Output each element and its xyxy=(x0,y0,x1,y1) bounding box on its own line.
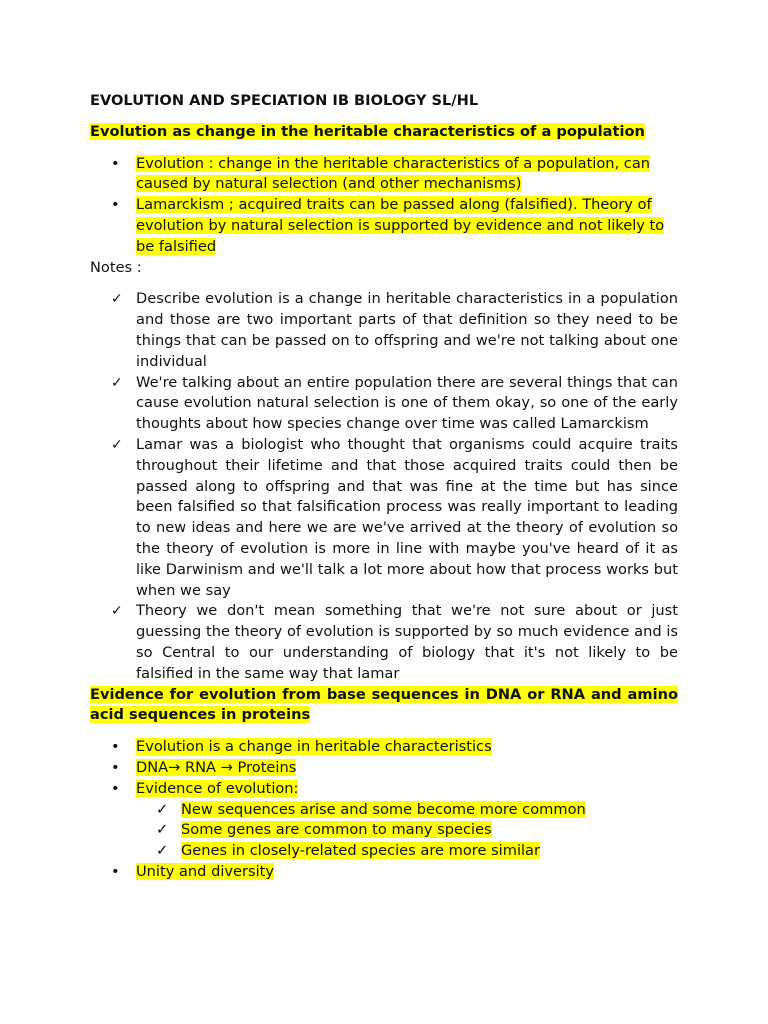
list-item-text: Lamarckism ; acquired traits can be passed along (falsified). Theory of evolution by natural selection is supported by evidence and not likely to be falsified xyxy=(136,196,665,255)
list-item xyxy=(90,758,678,779)
document-body xyxy=(90,91,678,883)
list-item-text: Theory we don't mean something that we're not sure about or just guessing the theory of evolution is supported by so much evidence and is so Central to our understanding of biology that it's not likely to be falsified in the same way that lamar xyxy=(136,602,678,682)
checkmark-icon: ✓ xyxy=(111,374,123,391)
section2-bullet-list-end xyxy=(90,862,678,883)
checkmark-icon: ✓ xyxy=(156,821,169,839)
list-item xyxy=(90,779,678,800)
section1-bullet-list xyxy=(90,154,678,258)
evidence-sublist xyxy=(90,800,678,862)
list-item xyxy=(90,862,678,883)
bullet-marker: • xyxy=(111,779,120,797)
section1-heading xyxy=(90,122,678,143)
list-item-text: Evolution is a change in heritable characteristics xyxy=(136,738,492,756)
list-item-text: DNA→ RNA → Proteins xyxy=(136,758,297,776)
list-item xyxy=(90,373,678,435)
section2-heading-text: Evidence for evolution from base sequences in DNA or RNA and amino acid sequences in proteins xyxy=(90,685,678,724)
bullet-marker: • xyxy=(111,862,120,880)
notes-list xyxy=(90,289,678,684)
list-item xyxy=(90,289,678,372)
list-item-text: Unity and diversity xyxy=(136,862,275,880)
list-item-text: We're talking about an entire population there are several things that can cause evolution natural selection is one of them okay, so one of the early thoughts about how species change over time was called Lamarckism xyxy=(136,373,678,433)
checkmark-icon: ✓ xyxy=(111,291,123,308)
list-item xyxy=(90,154,678,196)
list-item xyxy=(90,195,678,257)
list-item-text: Evidence of evolution: xyxy=(136,779,299,797)
list-item xyxy=(90,601,678,684)
section2-bullet-list xyxy=(90,737,678,799)
bullet-marker: • xyxy=(111,196,120,214)
bullet-marker: • xyxy=(111,154,120,172)
list-item-text: Some genes are common to many species xyxy=(181,821,492,839)
section2-heading xyxy=(90,685,678,727)
section1-heading-text: Evolution as change in the heritable characteristics of a population xyxy=(90,122,645,140)
list-item xyxy=(90,800,678,821)
list-item-text: Evolution : change in the heritable characteristics of a population, can caused by natural selection (and other mechanisms) xyxy=(136,154,651,193)
list-item-text: New sequences arise and some become more common xyxy=(181,800,586,818)
bullet-marker: • xyxy=(111,758,120,776)
checkmark-icon: ✓ xyxy=(156,842,169,860)
checkmark-icon: ✓ xyxy=(156,800,169,818)
list-item xyxy=(90,820,678,841)
bullet-marker: • xyxy=(111,738,120,756)
list-item-text: Lamar was a biologist who thought that organisms could acquire traits throughout their lifetime and that those acquired traits could then be passed along to offspring and that was fine at the time but has since been falsified so that falsification process was really important to leading to new ideas and here we are we've arrived at the theory of evolution so the theory of evolution is more in line with maybe you've heard of it as like Darwinism and we'll talk a lot more about how that process works but when we say xyxy=(136,435,678,599)
checkmark-icon: ✓ xyxy=(111,436,123,453)
notes-label: Notes : xyxy=(90,258,142,276)
checkmark-icon: ✓ xyxy=(111,603,123,620)
list-item-text: Genes in closely-related species are more similar xyxy=(181,842,541,860)
list-item xyxy=(90,435,678,601)
list-item xyxy=(90,737,678,758)
document-title: EVOLUTION AND SPECIATION IB BIOLOGY SL/HL xyxy=(90,92,479,109)
list-item xyxy=(90,841,678,862)
list-item-text: Describe evolution is a change in heritable characteristics in a population and those are two important parts of that definition so they need to be things that can be passed on to offspring and we're not talking about one individual xyxy=(136,290,678,370)
